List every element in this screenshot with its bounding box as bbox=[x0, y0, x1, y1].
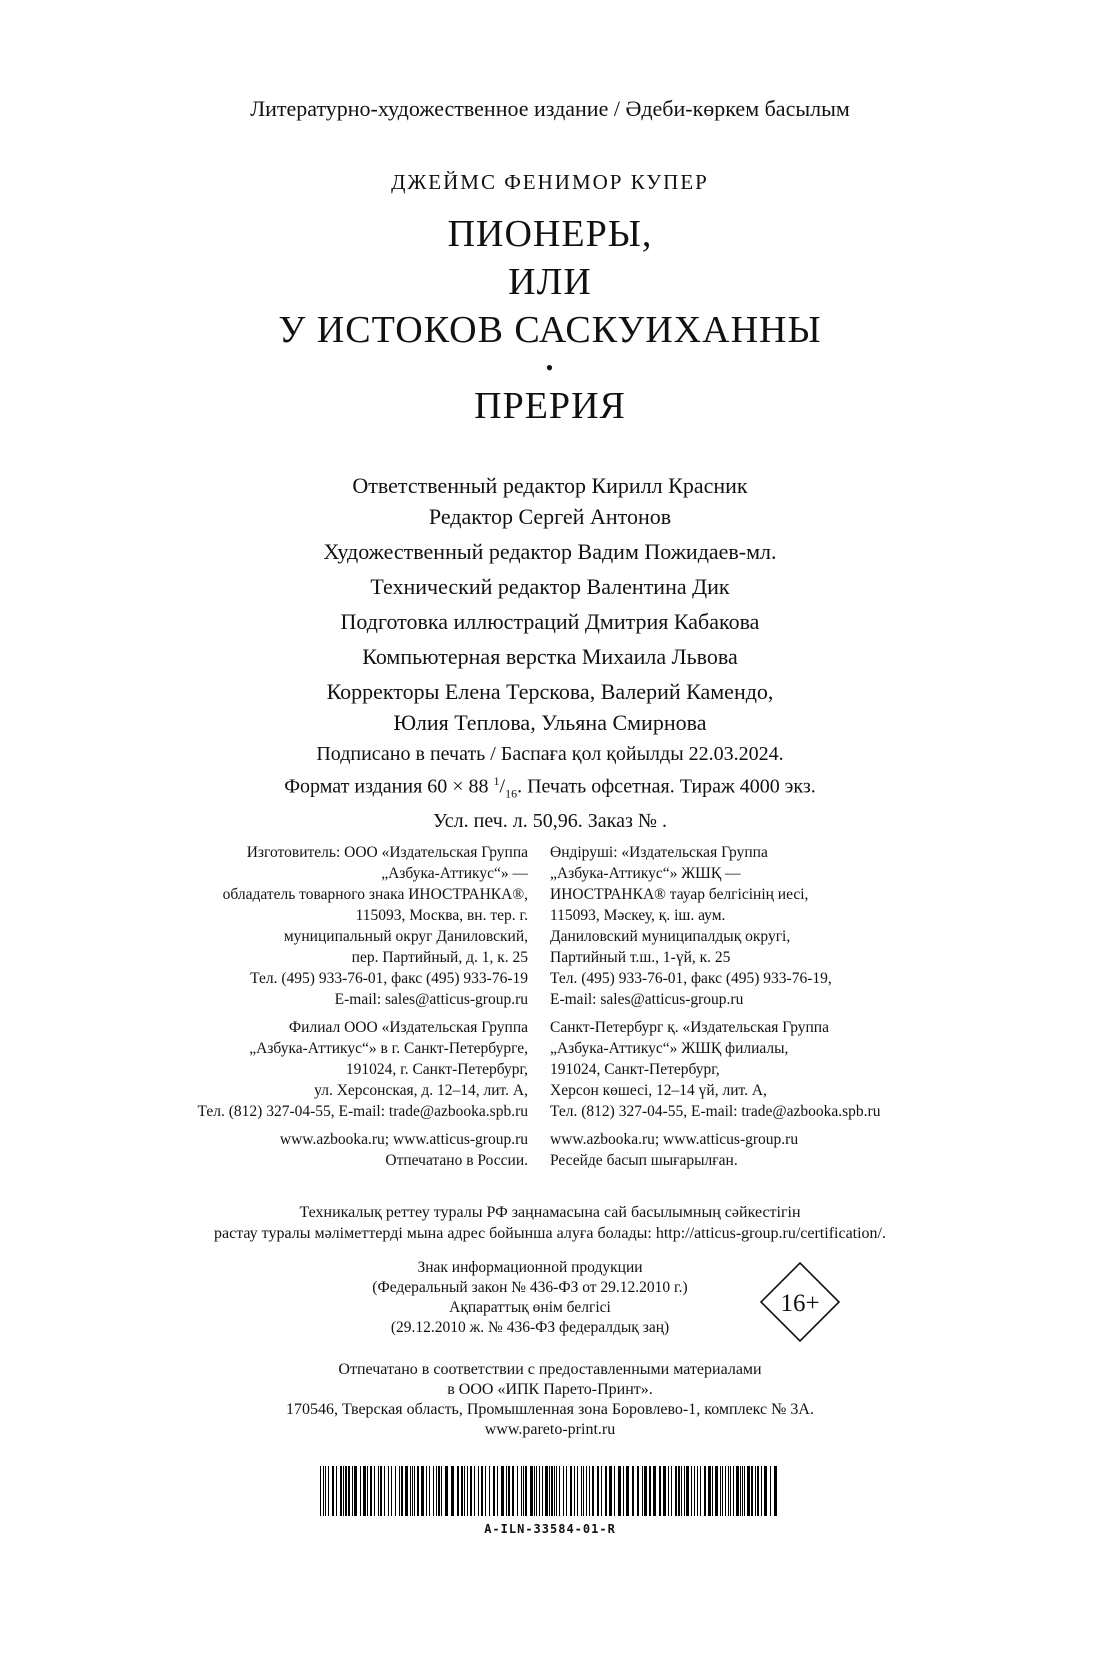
text-line: 191024, Санкт-Петербург, bbox=[550, 1061, 720, 1078]
barcode-bar bbox=[618, 1466, 621, 1516]
credit-line: Подготовка иллюстраций Дмитрия Кабакова bbox=[340, 609, 760, 634]
title-separator: • bbox=[545, 355, 555, 380]
barcode-bar bbox=[597, 1466, 599, 1516]
barcode-bar bbox=[722, 1466, 723, 1516]
text-line: 115093, Москва, вн. тер. г. bbox=[355, 907, 528, 924]
barcode-bar bbox=[380, 1466, 382, 1516]
age-badge-diamond-icon bbox=[759, 1261, 841, 1343]
barcode-bar bbox=[637, 1466, 639, 1516]
text-line: „Азбука-Аттикус“» в г. Санкт-Петербурге, bbox=[249, 1040, 528, 1057]
barcode-bar bbox=[467, 1466, 468, 1516]
barcode-bar bbox=[481, 1466, 483, 1516]
barcode-bar bbox=[733, 1466, 734, 1516]
barcode-bar bbox=[323, 1466, 324, 1516]
barcode-bar bbox=[742, 1466, 743, 1516]
title-block bbox=[0, 210, 1100, 430]
barcode-bar bbox=[436, 1466, 437, 1516]
text-line: „Азбука-Аттикус“» ЖШҚ филиалы, bbox=[550, 1040, 789, 1057]
barcode-bar bbox=[761, 1466, 762, 1516]
barcode-bar bbox=[405, 1466, 408, 1516]
barcode-bar bbox=[551, 1466, 553, 1516]
barcode-bar bbox=[374, 1466, 375, 1516]
manufacturer-kz bbox=[550, 842, 880, 1010]
age-notice bbox=[330, 1258, 730, 1338]
barcode-bar bbox=[542, 1466, 543, 1516]
barcode-bar bbox=[508, 1466, 510, 1516]
barcode-bar bbox=[764, 1466, 767, 1516]
barcode-bar bbox=[384, 1466, 385, 1516]
barcode-bar bbox=[395, 1466, 396, 1516]
signed-line: Подписано в печать / Баспаға қол қойылды 22.03.2024. bbox=[316, 743, 784, 765]
credit-line: Художественный редактор Вадим Пожидаев-мл. bbox=[323, 539, 777, 564]
barcode-bar bbox=[605, 1466, 607, 1516]
text-line: в ООО «ИПК Парето-Принт». bbox=[447, 1381, 653, 1398]
title-line: ИЛИ bbox=[508, 261, 592, 303]
barcode-bar bbox=[399, 1466, 400, 1516]
barcode-bar bbox=[725, 1466, 726, 1516]
barcode-bar bbox=[757, 1466, 759, 1516]
barcode-bar bbox=[320, 1466, 321, 1516]
barcode-bar bbox=[457, 1466, 459, 1516]
sheets-line: Усл. печ. л. 50,96. Заказ № . bbox=[433, 809, 667, 832]
barcode-bar bbox=[345, 1466, 347, 1516]
format-slash: / bbox=[499, 775, 506, 798]
barcode-bar bbox=[441, 1466, 442, 1516]
barcode-bar bbox=[592, 1466, 594, 1516]
age-badge-text: 16+ bbox=[780, 1290, 820, 1317]
barcode-bar bbox=[485, 1466, 486, 1516]
barcode-bar bbox=[577, 1466, 578, 1516]
sites-ru bbox=[198, 1129, 528, 1171]
barcode-bar bbox=[653, 1466, 656, 1516]
certification-note bbox=[0, 1202, 1100, 1244]
text-line: 170546, Тверская область, Промышленная зона Боровлево-1, комплекс № 3А. bbox=[286, 1401, 814, 1418]
title-line: ПРЕРИЯ bbox=[474, 385, 626, 427]
barcode-bar bbox=[401, 1466, 403, 1516]
barcode-bar bbox=[539, 1466, 540, 1516]
barcode-bar bbox=[523, 1466, 524, 1516]
credit-line: Компьютерная верстка Михаила Львова bbox=[362, 644, 738, 669]
barcode-bar bbox=[501, 1466, 504, 1516]
barcode-bar bbox=[354, 1466, 357, 1516]
text-line: 191024, г. Санкт-Петербург, bbox=[345, 1061, 528, 1078]
series-line: Литературно-художественное издание / Әдеби-көркем басылым bbox=[250, 96, 850, 121]
barcode-bar bbox=[493, 1466, 495, 1516]
text-line: E-mail: sales@atticus-group.ru bbox=[550, 991, 744, 1008]
barcode-bar bbox=[681, 1466, 682, 1516]
text-line: www.azbooka.ru; www.atticus-group.ru bbox=[279, 1131, 528, 1148]
barcode-bar bbox=[429, 1466, 430, 1516]
title-line: У ИСТОКОВ САСКУИХАННЫ bbox=[278, 309, 822, 351]
text-line: Изготовитель: ООО «Издательская Группа bbox=[246, 844, 528, 861]
barcode-bar bbox=[566, 1466, 567, 1516]
text-line: ул. Херсонская, д. 12–14, лит. А, bbox=[314, 1082, 528, 1099]
text-line: Тел. (812) 327-04-55, E-mail: trade@azbooka.spb.ru bbox=[197, 1103, 528, 1120]
barcode-bar bbox=[774, 1466, 777, 1516]
barcode-bar bbox=[736, 1466, 739, 1516]
barcode-bar bbox=[363, 1466, 366, 1516]
barcode-bar bbox=[708, 1466, 711, 1516]
barcode-bar bbox=[332, 1466, 334, 1516]
text-line: „Азбука-Аттикус“» — bbox=[381, 865, 528, 882]
barcode-bar bbox=[421, 1466, 424, 1516]
format-sup: 1 bbox=[493, 774, 500, 788]
barcode-bar bbox=[720, 1466, 721, 1516]
barcode-bar bbox=[517, 1466, 518, 1516]
text-line: Ақпараттық өнім белгісі bbox=[449, 1299, 611, 1316]
barcode-bar bbox=[691, 1466, 692, 1516]
barcode-bar bbox=[686, 1466, 689, 1516]
format-line bbox=[0, 768, 1100, 808]
barcode-icon bbox=[320, 1466, 780, 1516]
barcode-bar bbox=[512, 1466, 514, 1516]
barcode-bar bbox=[461, 1466, 463, 1516]
barcode-bar bbox=[426, 1466, 427, 1516]
text-line: Отпечатано в соответствии с предоставленными материалами bbox=[338, 1361, 762, 1378]
barcode-bar bbox=[755, 1466, 756, 1516]
barcode-bar bbox=[614, 1466, 615, 1516]
text-line: www.azbooka.ru; www.atticus-group.ru bbox=[550, 1131, 799, 1148]
barcode-bar bbox=[530, 1466, 533, 1516]
text-line: 115093, Мәскеу, қ. іш. аум. bbox=[550, 907, 726, 924]
barcode-bar bbox=[751, 1466, 753, 1516]
barcode-bar bbox=[470, 1466, 472, 1516]
format-suffix: . Печать офсетная. Тираж 4000 экз. bbox=[517, 775, 816, 798]
barcode-bar bbox=[445, 1466, 448, 1516]
barcode-bar bbox=[609, 1466, 612, 1516]
barcode-bar bbox=[391, 1466, 392, 1516]
barcode-bar bbox=[414, 1466, 415, 1516]
text-line: Тел. (495) 933-76-01, факс (495) 933-76-19 bbox=[250, 970, 528, 987]
kazakh-column bbox=[550, 842, 880, 1178]
author-name: ДЖЕЙМС ФЕНИМОР КУПЕР bbox=[391, 170, 709, 194]
text-line: Техникалық реттеу туралы РФ заңнамасына сай басылымның сәйкестігін bbox=[299, 1204, 801, 1221]
barcode-bar bbox=[410, 1466, 411, 1516]
text-line: ИНОСТРАНКА® тауар белгісінің иесі, bbox=[550, 886, 809, 903]
barcode-bar bbox=[649, 1466, 651, 1516]
barcode-bar bbox=[586, 1466, 587, 1516]
credit-line: Ответственный редактор Кирилл Красник bbox=[352, 473, 748, 498]
barcode-bar bbox=[712, 1466, 713, 1516]
barcode-bar bbox=[438, 1466, 440, 1516]
barcode-bar bbox=[626, 1466, 629, 1516]
barcode-bar bbox=[352, 1466, 353, 1516]
credit-line: Редактор Сергей Антонов bbox=[428, 504, 672, 529]
text-line: Өндіруші: «Издательская Группа bbox=[550, 844, 768, 861]
barcode-bar bbox=[715, 1466, 718, 1516]
barcode-label: A-ILN-33584-01-R bbox=[484, 1522, 616, 1536]
text-line: обладатель товарного знака ИНОСТРАНКА®, bbox=[222, 886, 528, 903]
barcode-bar bbox=[489, 1466, 490, 1516]
text-line: Знак информационной продукции bbox=[417, 1259, 643, 1276]
barcode-bar bbox=[570, 1466, 572, 1516]
barcode-bar bbox=[563, 1466, 564, 1516]
barcode-bar bbox=[744, 1466, 745, 1516]
barcode-bar bbox=[417, 1466, 419, 1516]
text-line: „Азбука-Аттикус“» ЖШҚ — bbox=[550, 865, 741, 882]
barcode-bar bbox=[478, 1466, 479, 1516]
barcode-bar bbox=[534, 1466, 535, 1516]
text-line: Херсон көшесі, 12–14 үй, лит. А, bbox=[550, 1082, 767, 1099]
barcode-bar bbox=[642, 1466, 643, 1516]
barcode-bar bbox=[451, 1466, 454, 1516]
barcode-bar bbox=[554, 1466, 555, 1516]
text-line: растау туралы мәліметтерді мына адрес бойынша алуға болады: http://atticus-group.ru/certification/. bbox=[214, 1225, 886, 1242]
barcode-bar bbox=[325, 1466, 326, 1516]
barcode-bar bbox=[556, 1466, 557, 1516]
branch-kz bbox=[550, 1017, 880, 1122]
barcode-bar bbox=[348, 1466, 350, 1516]
barcode-bar bbox=[740, 1466, 741, 1516]
barcode-bar bbox=[497, 1466, 498, 1516]
barcode-bar bbox=[474, 1466, 475, 1516]
barcode-bar bbox=[623, 1466, 624, 1516]
barcode-bar bbox=[328, 1466, 329, 1516]
barcode-bar bbox=[378, 1466, 379, 1516]
barcode-bar bbox=[559, 1466, 560, 1516]
barcode-bar bbox=[581, 1466, 582, 1516]
text-line: пер. Партийный, д. 1, к. 25 bbox=[351, 949, 528, 966]
format-prefix: Формат издания 60 × 88 bbox=[284, 775, 489, 798]
text-line: муниципальный округ Даниловский, bbox=[283, 928, 528, 945]
barcode-bar bbox=[668, 1466, 669, 1516]
text-line: www.pareto-print.ru bbox=[484, 1421, 616, 1438]
credits-block bbox=[0, 470, 1100, 738]
credit-line: Корректоры Елена Терскова, Валерий Камендо, bbox=[326, 679, 774, 704]
text-line: Отпечатано в России. bbox=[385, 1152, 528, 1169]
barcode-bar bbox=[464, 1466, 465, 1516]
text-line: Партийный т.ш., 1-үй, к. 25 bbox=[550, 949, 731, 966]
manufacturer-ru bbox=[198, 842, 528, 1010]
barcode-bar bbox=[644, 1466, 647, 1516]
barcode-bar bbox=[506, 1466, 507, 1516]
text-line: (29.12.2010 ж. № 436-ФЗ федералдық заң) bbox=[390, 1319, 670, 1336]
barcode-bar bbox=[671, 1466, 672, 1516]
barcode-bar bbox=[632, 1466, 634, 1516]
barcode-bar bbox=[663, 1466, 666, 1516]
barcode-bar bbox=[730, 1466, 731, 1516]
barcode-bar bbox=[343, 1466, 344, 1516]
barcode-bar bbox=[360, 1466, 361, 1516]
russian-column bbox=[198, 842, 528, 1178]
barcode-bar bbox=[388, 1466, 389, 1516]
barcode-bar bbox=[659, 1466, 661, 1516]
text-line: Тел. (812) 327-04-55, E-mail: trade@azbooka.spb.ru bbox=[550, 1103, 881, 1120]
barcode-bar bbox=[583, 1466, 584, 1516]
printer-info bbox=[0, 1360, 1100, 1440]
barcode-bar bbox=[678, 1466, 680, 1516]
barcode-bar bbox=[525, 1466, 527, 1516]
text-line: Ресейде басып шығарылған. bbox=[550, 1152, 738, 1169]
barcode-bar bbox=[675, 1466, 677, 1516]
credit-line: Технический редактор Валентина Дик bbox=[370, 574, 730, 599]
barcode-bar bbox=[601, 1466, 602, 1516]
text-line: Даниловский муниципалдық округі, bbox=[550, 928, 791, 945]
barcode-bar bbox=[412, 1466, 413, 1516]
branch-ru bbox=[198, 1017, 528, 1122]
barcode-bar bbox=[684, 1466, 685, 1516]
credit-line: Юлия Теплова, Ульяна Смирнова bbox=[393, 710, 707, 735]
barcode-bar bbox=[697, 1466, 698, 1516]
title-line: ПИОНЕРЫ, bbox=[447, 213, 653, 255]
barcode-bar bbox=[700, 1466, 701, 1516]
barcode-bar bbox=[545, 1466, 548, 1516]
barcode-bar bbox=[367, 1466, 368, 1516]
print-info bbox=[0, 741, 1100, 835]
text-line: (Федеральный закон № 436-ФЗ от 29.12.2010 г.) bbox=[372, 1279, 688, 1296]
barcode-bar bbox=[370, 1466, 372, 1516]
text-line: Филиал ООО «Издательская Группа bbox=[288, 1019, 528, 1036]
barcode-bar bbox=[704, 1466, 706, 1516]
text-line: E-mail: sales@atticus-group.ru bbox=[334, 991, 528, 1008]
barcode-bar bbox=[536, 1466, 537, 1516]
barcode-bar bbox=[549, 1466, 550, 1516]
barcode-bar bbox=[747, 1466, 750, 1516]
barcode-bar bbox=[694, 1466, 695, 1516]
sites-kz bbox=[550, 1129, 880, 1171]
barcode-bar bbox=[433, 1466, 434, 1516]
barcode-bar bbox=[521, 1466, 522, 1516]
barcode-bar bbox=[770, 1466, 771, 1516]
barcode-bar bbox=[728, 1466, 729, 1516]
barcode-bar bbox=[574, 1466, 575, 1516]
barcode-bar bbox=[340, 1466, 342, 1516]
text-line: Санкт-Петербург қ. «Издательская Группа bbox=[550, 1019, 829, 1036]
barcode-bar bbox=[589, 1466, 590, 1516]
barcode-bar bbox=[336, 1466, 337, 1516]
format-sub: 16 bbox=[505, 786, 518, 801]
text-line: Тел. (495) 933-76-01, факс (495) 933-76-19, bbox=[550, 970, 832, 987]
